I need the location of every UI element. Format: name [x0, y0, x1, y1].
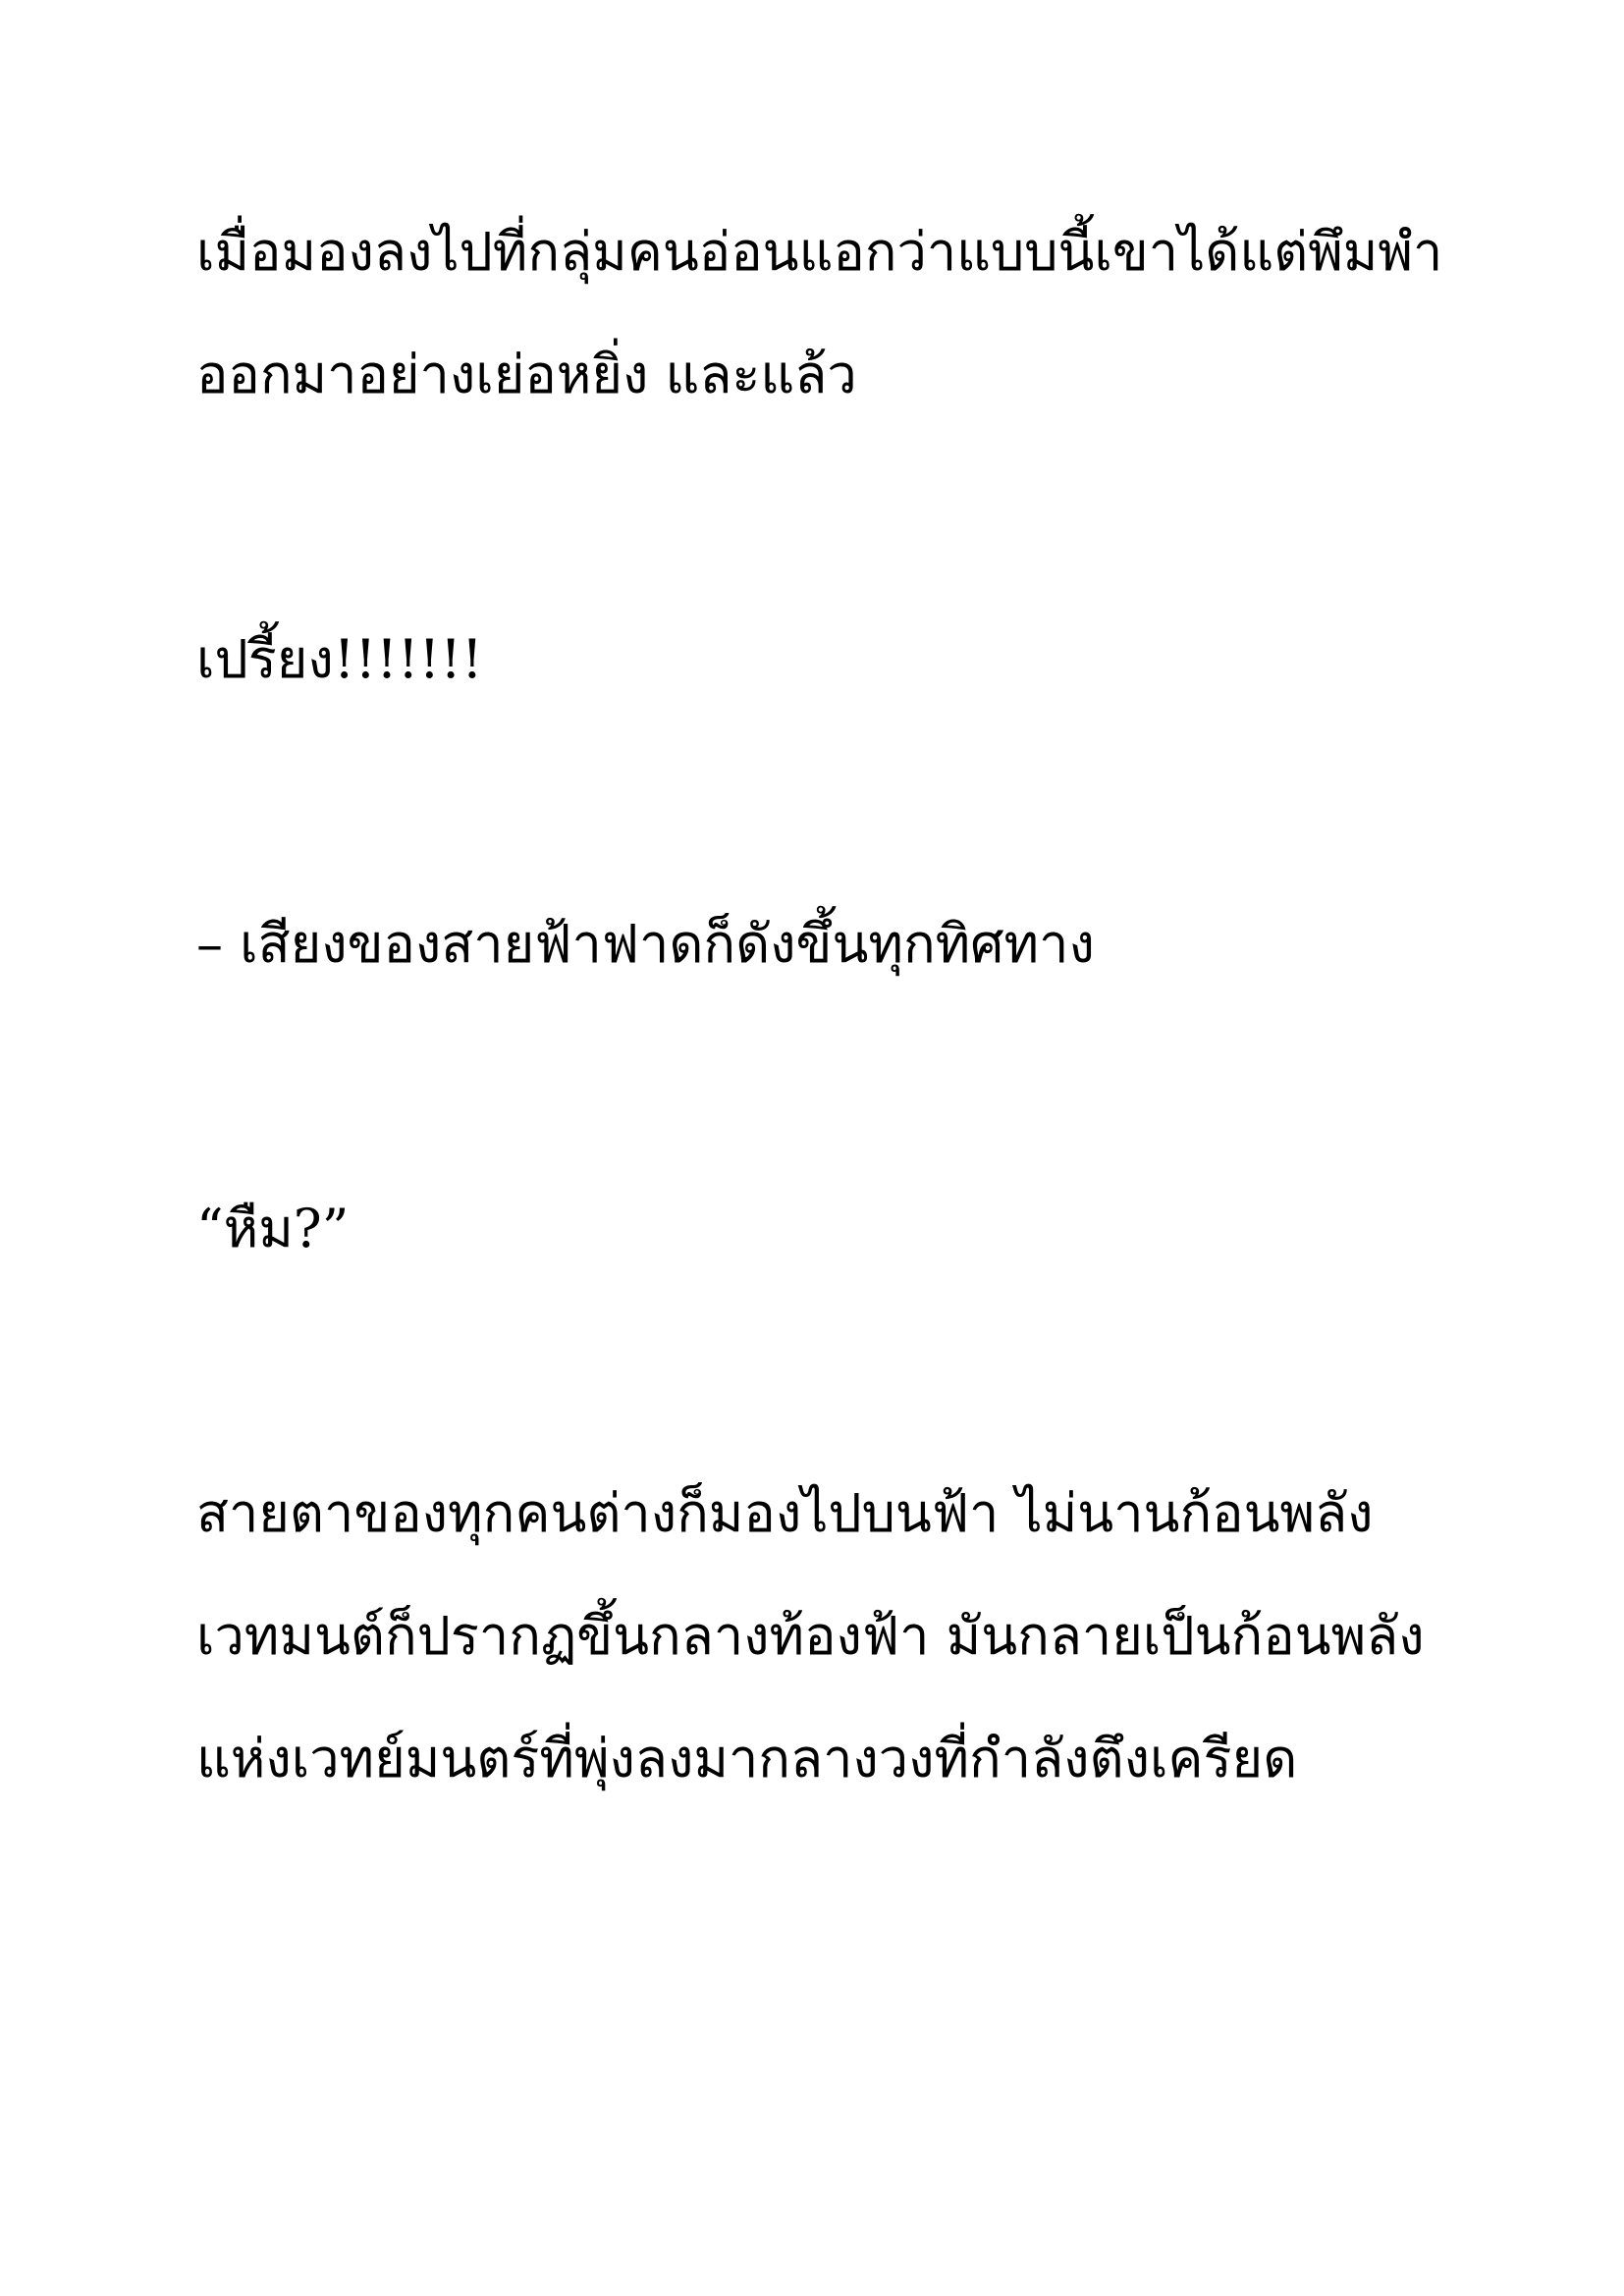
paragraph-4-line-1: “หืม?” [196, 1198, 350, 1259]
paragraph-5-line-2: เวทมนต์ก็ปรากฏขึ้นกลางท้องฟ้า มันกลายเป็นก้อนพลัง [196, 1605, 1425, 1667]
paragraph-1-line-2: ออกมาอย่างเย่อหยิ่ง และแล้ว [196, 344, 857, 405]
paragraph-1-line-1: เมื่อมองลงไปที่กลุ่มคนอ่อนแอกว่าแบบนี้เขาได้แต่พึมพำ [196, 221, 1443, 283]
paragraph-2-line-1: เปรี้ยง!!!!!!! [196, 628, 483, 690]
paragraph-5-line-1: สายตาของทุกคนต่างก็มองไปบนฟ้า ไม่นานก้อนพลัง [196, 1482, 1374, 1544]
paragraph-5-line-3: แห่งเวทย์มนตร์ที่พุ่งลงมากลางวงที่กำลังตึงเครียด [196, 1728, 1298, 1789]
paragraph-3-line-1: – เสียงของสายฟ้าฟาดก็ดังขึ้นทุกทิศทาง [196, 913, 1095, 975]
